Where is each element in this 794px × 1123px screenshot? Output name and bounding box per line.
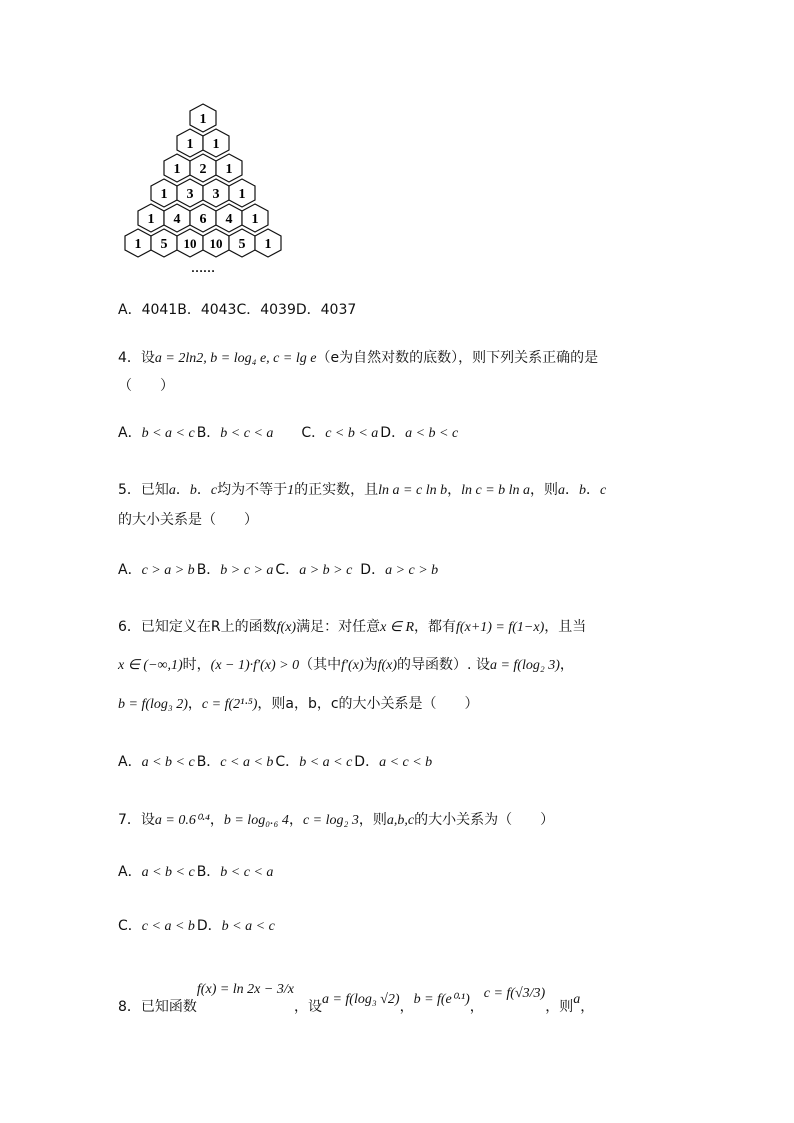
q6-option-b: c < a < b [220, 755, 274, 770]
q8-text: 8．已知函数 [118, 999, 197, 1015]
q6-option-d-label: D． [354, 754, 380, 770]
q5-dot: ． [175, 482, 190, 498]
q5-line2: 的大小关系是（ ） [118, 512, 258, 528]
q8-sep: ， [469, 999, 484, 1015]
q6-line2 [118, 655, 574, 676]
q6-option-d: a < c < b [379, 755, 433, 770]
q8-c-def: c = f(√3/3) [483, 986, 546, 1001]
q4-stem [118, 348, 598, 369]
q8-comma: ， [580, 999, 595, 1015]
q8-f-def: f(x) = ln 2x − 3/x [196, 982, 294, 997]
q6-b-def: b = f(log₃ 2) [118, 697, 188, 712]
q7-option-d: b < a < c [221, 919, 275, 934]
q6-text: 的导函数）. 设 [397, 657, 490, 673]
q3-option-a: A．4041 [118, 302, 178, 318]
q6-fx: f(x) [276, 620, 297, 635]
hex-cell-value: 2 [199, 162, 207, 177]
q8-sep: ， [399, 999, 414, 1015]
hex-cell-value: 1 [199, 112, 207, 127]
q4-option-d: a < b < c [405, 426, 459, 441]
q7-option-c: c < a < b [141, 919, 195, 934]
q6-text: ，都有 [414, 619, 457, 635]
q8-stem [118, 982, 595, 1020]
q5-stem [118, 480, 606, 501]
q5-option-a: c > a > b [141, 563, 195, 578]
hex-cell-value: 10 [183, 236, 197, 251]
q5-dot: ． [565, 482, 580, 498]
hex-cell-value: 3 [186, 187, 194, 202]
q8-a-def: a = f(log₃ √2) [321, 992, 400, 1007]
q5-option-c-label: C． [275, 562, 300, 578]
q7-text: ，则 [358, 812, 387, 828]
q5-text: 均为不等于 [217, 482, 288, 498]
q5-dot: ． [586, 482, 601, 498]
q5-var-c: c [210, 483, 218, 498]
q4-option-a: b < a < c [141, 426, 195, 441]
q6-a-def: a = f(log₂ 3) [489, 658, 560, 673]
q5-var-a: a [168, 483, 176, 498]
q6-text: （其中 [299, 657, 342, 673]
q7-c-def: c = log₂ 3 [302, 813, 359, 828]
pascal-triangle-figure [120, 100, 310, 280]
q6-option-a: a < b < c [141, 755, 195, 770]
q7-a-def: a = 0.6⁰·⁴ [154, 813, 210, 828]
q5-text: 5．已知 [118, 482, 169, 498]
q7-sep: ， [288, 812, 303, 828]
hex-cell-value: 1 [173, 162, 181, 177]
q6-c-def: c = f(2¹·⁵) [201, 697, 258, 712]
q7-option-a-label: A． [118, 864, 142, 880]
q4-expr: a = 2ln2, b = log₄ e, c = lg e [154, 351, 317, 366]
q6-x-in-r: x ∈ R [380, 620, 415, 635]
hex-cell-value: 1 [186, 137, 194, 152]
q5-text: ，则 [530, 482, 559, 498]
q5-var-b: b [579, 483, 587, 498]
q7-stem [118, 810, 554, 831]
hex-cell-value: 3 [212, 187, 220, 202]
q5-eq2: ln c = b ln a [461, 483, 531, 498]
q7-text: 7．设 [118, 812, 155, 828]
q5-option-b-label: B． [196, 562, 221, 578]
q4-option-b-label: B． [196, 425, 221, 441]
hex-cell-value: 1 [147, 212, 155, 227]
q6-fx: f(x) [377, 658, 398, 673]
hex-cell-value: 5 [160, 237, 168, 252]
q6-interval: x ∈ (−∞,1) [118, 658, 183, 673]
q8-var-a: a [573, 992, 581, 1007]
hex-cell-value: 1 [225, 162, 233, 177]
q8-text: ，设 [293, 999, 322, 1015]
q5-var-a: a [558, 483, 566, 498]
q5-option-d-label: D． [360, 562, 386, 578]
q4-option-c: c < b < a [325, 426, 379, 441]
q6-text: ， [559, 657, 574, 673]
q7-abc: a,b,c [386, 813, 415, 828]
q3-option-d: D．4037 [295, 302, 357, 318]
q6-option-b-label: B． [196, 754, 221, 770]
q4-option-b: b < c < a [220, 426, 274, 441]
hex-cell-value: 4 [173, 212, 181, 227]
q4-note: （e为自然对数的底数），则下列关系正确的是 [316, 350, 599, 366]
q6-text: ， [187, 696, 202, 712]
q8-text: ，则 [545, 999, 574, 1015]
q5-option-b: b > c > a [220, 563, 274, 578]
q6-option-a-label: A． [118, 754, 142, 770]
q7-sep: ， [209, 812, 224, 828]
q5-option-a-label: A． [118, 562, 142, 578]
q5-option-c: a > b > c [299, 563, 353, 578]
q6-fprime: f′(x) [341, 658, 364, 673]
hex-cell-value: 6 [199, 212, 207, 227]
q7-b-def: b = log₀.₆ 4 [223, 813, 289, 828]
q7-option-b-label: B． [196, 864, 221, 880]
hex-cell-value: 1 [134, 237, 142, 252]
hex-cell-value: 1 [264, 237, 272, 252]
q5-text: 的正实数，且 [294, 482, 379, 498]
q6-text: ，则a，b，c的大小关系是（ ） [257, 696, 479, 712]
q7-options-row2 [118, 916, 277, 937]
q3-option-b: B．4043 [177, 302, 237, 318]
q7-option-d-label: D． [196, 918, 222, 934]
q5-comma: ， [447, 482, 462, 498]
q4-option-d-label: D． [380, 425, 406, 441]
q6-option-c: b < a < c [299, 755, 353, 770]
q6-text: 满足：对任意 [296, 619, 381, 635]
hex-cell-value: 1 [251, 212, 259, 227]
q7-option-c-label: C． [118, 918, 142, 934]
q7-option-b: b < c < a [220, 865, 274, 880]
q6-line1 [118, 617, 586, 638]
triangle-ellipsis: …… [191, 261, 215, 275]
q6-text: 时， [182, 657, 211, 673]
q6-symmetry-eq: f(x+1) = f(1−x) [456, 620, 545, 635]
q8-b-def: b = f(e⁰·¹) [413, 992, 470, 1007]
q5-dot: ． [196, 482, 211, 498]
q6-text: 为 [363, 657, 378, 673]
q6-options [118, 752, 434, 773]
q7-text: 的大小关系为（ ） [414, 812, 555, 828]
q6-inequality: (x − 1)·f′(x) > 0 [210, 658, 300, 673]
q6-option-c-label: C． [275, 754, 300, 770]
q4-paren: （ ） [118, 378, 174, 394]
hex-cell-value: 1 [160, 187, 168, 202]
q5-var-c: c [600, 483, 607, 498]
q4-option-c-label: C． [301, 425, 326, 441]
q5-options [118, 560, 440, 581]
q5-one: 1 [287, 483, 295, 498]
q4-number: 4．设 [118, 350, 155, 366]
q5-var-b: b [189, 483, 197, 498]
hex-cell-value: 1 [212, 137, 220, 152]
q3-option-c: C．4039 [236, 302, 296, 318]
q5-option-d: a > c > b [385, 563, 439, 578]
q7-options-row1 [118, 862, 275, 883]
hex-cell-value: 10 [209, 236, 223, 251]
hex-cell-value: 1 [238, 187, 246, 202]
hex-cell-value: 5 [238, 237, 246, 252]
q4-options [118, 423, 460, 444]
q3-options [118, 300, 356, 320]
q7-option-a: a < b < c [141, 865, 195, 880]
q6-line3 [118, 694, 479, 715]
hex-cell-value: 4 [225, 212, 233, 227]
q5-eq1: ln a = c ln b [378, 483, 448, 498]
q6-text: 6．已知定义在R上的函数 [118, 619, 277, 635]
q4-option-a-label: A． [118, 425, 142, 441]
q6-text: ，且当 [544, 619, 587, 635]
